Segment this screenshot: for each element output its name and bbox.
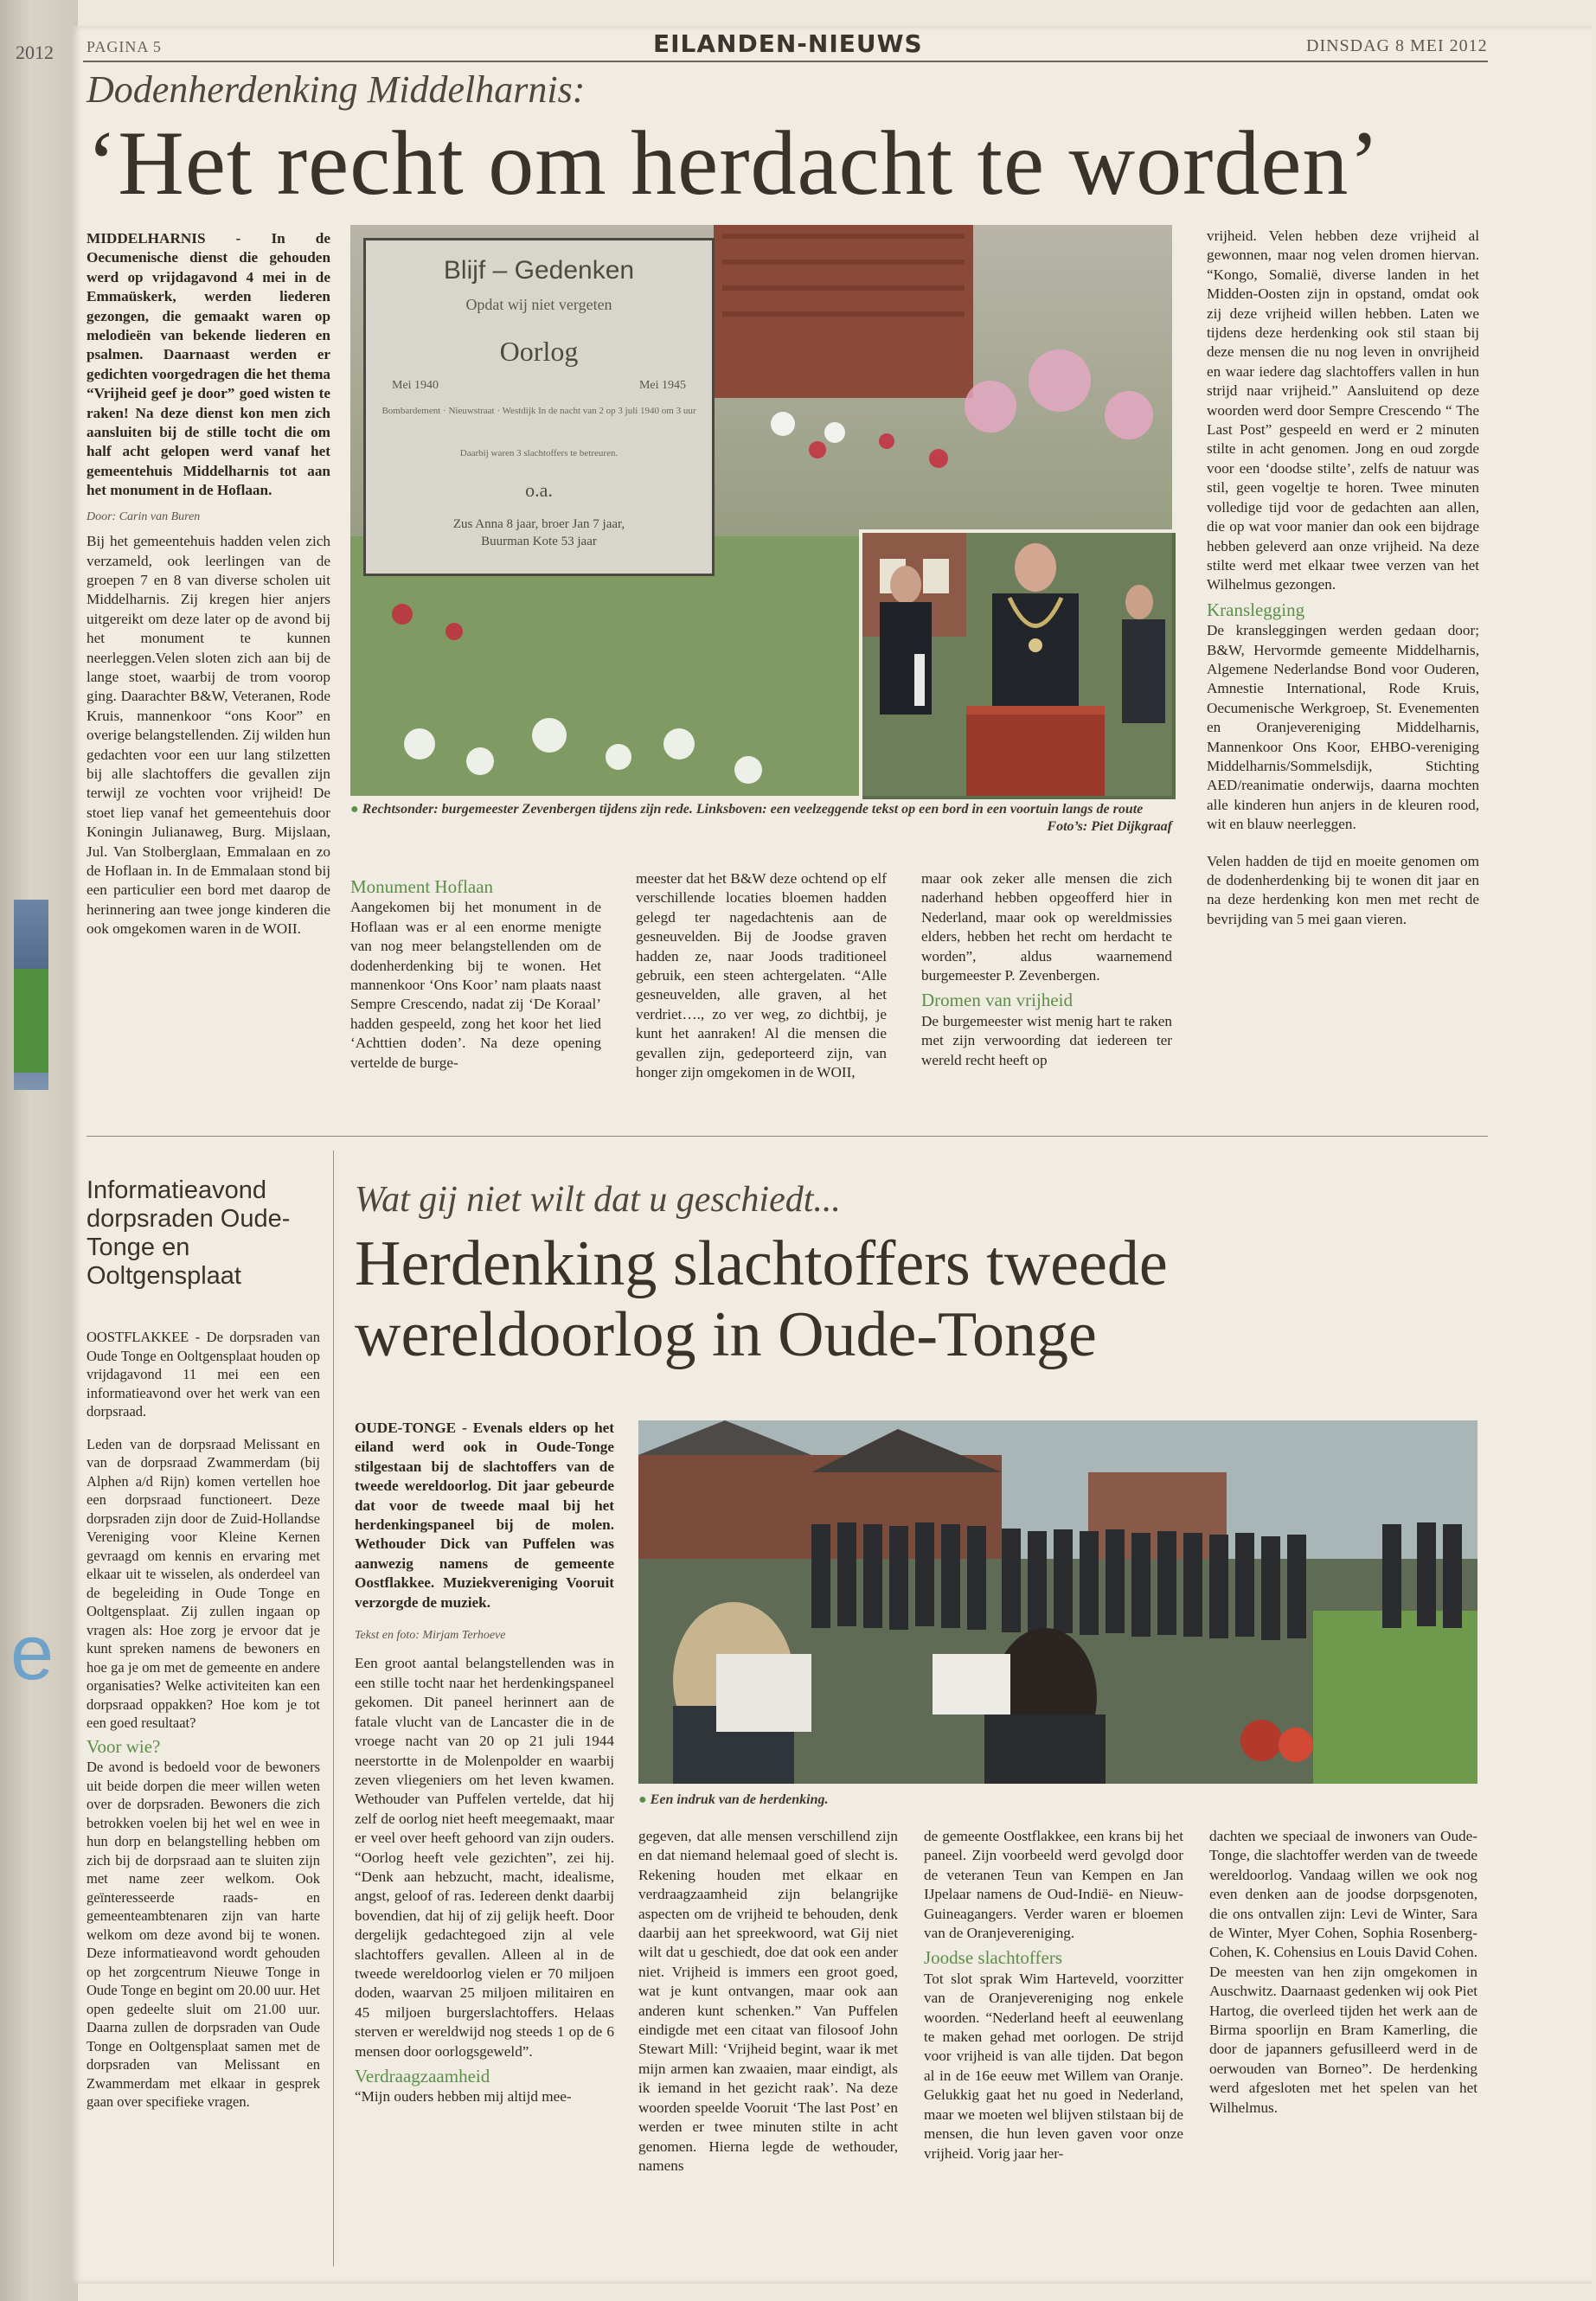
memorial-plaque — [363, 238, 715, 576]
subhead-monument: Monument Hoflaan — [350, 876, 494, 897]
article2-column-4 — [1209, 1827, 1477, 2118]
article1-column-5 — [1207, 227, 1479, 929]
article2-col1-body: Een groot aantal belangstellenden was in een stille tocht naar het herdenkingspaneel gekomen. Dit paneel herinnert aan de fatale vlucht van de Lancaster die in de vroege nacht van 20 op 21 juli 1944 neerstortte in de Molenpolder en waarbij zeven vliegeniers om het leven kwamen. Wethouder van Puffelen vertelde, dat hij zelf de oorlog niet heeft meegemaakt, maar er veel over heeft gehoord van zijn ouders. “Oorlog heeft vele gezichten”, zei hij. “Denk aan hebzucht, macht, idealisme, angst, geloof of ras. Iedereen denkt daarbij bovendien, dat hij of zij gelijk heeft. Door dergelijk gedachtegoed zijn al vele slachtoffers gevallen. Alleen al in de tweede wereldoorlog vielen er 70 miljoen doden, waarvan 25 miljoen militairen en 45 miljoen burgerslachtoffers. Helaas sterven er wereldwijd nog steeds 1 op de 6 mensen door oorlogsgeweld”. — [355, 1655, 614, 2060]
article2-byline: Tekst en foto: Mirjam Terhoeve — [355, 1629, 506, 1643]
article2-col1-body2: “Mijn ouders hebben mij altijd mee- — [355, 2088, 572, 2106]
plaque-line-8a: Zus Anna 8 jaar, broer Jan 7 jaar, — [452, 517, 625, 531]
subhead-verdraagzaamheid: Verdraagzaamheid — [355, 2066, 490, 2086]
article2-kicker: Wat gij niet wilt dat u geschiedt... — [355, 1180, 841, 1220]
scan-edge-letter: e — [10, 1610, 54, 1696]
scan-edge-year: 2012 — [16, 42, 54, 63]
scan-margin — [0, 0, 78, 2301]
plaque-line-8b: Buurman Kote 53 jaar — [481, 535, 597, 548]
subhead-joodse: Joodse slachtoffers — [924, 1947, 1062, 1969]
subhead-dromen: Dromen van vrijheid — [921, 990, 1073, 1011]
article1-col5-body2: De kransleggingen werden gedaan door; B&W, Hervormde gemeente Middelharnis, Algemene Nederlandse Bond voor Ouderen, Amnestie International, Rode Kruis, Oecumenische Werkgroep, St. Evenementen en Oranjevereniging Middelharnis, Mannenkoor Ons Koor, EHBO-vereniging Middelharnis/Sommelsdijk, Stichting AED/reanimatie onderwijs, daarna mochten alle kinderen hun anjers in de kleuren rood, wit en blauw neerleggen. — [1207, 622, 1479, 833]
plaque-date-from: Mei 1940 — [392, 379, 439, 392]
article1-col2-body: Aangekomen bij het monument in de Hoflaan was er al een enorme menigte van nog meer belangstellenden om de dodenherdenking bij te wonen. Het mannenkoor ‘Ons Koor’ nam plaats naast Sempre Crescendo, nadat zij ‘De Koraal’ hadden gespeeld, zong het koor het lied ‘Achttien doden’. Na deze opening vertelde de burge- — [350, 899, 601, 1071]
plaque-line-7: o.a. — [525, 479, 553, 501]
bullet-icon: ● — [638, 1792, 647, 1807]
article1-headline: ‘Het recht om herdacht te worden’ — [87, 112, 1381, 214]
article1-col3-body: meester dat het B&W deze ochtend op elf verschillende locaties bloemen hadden gelegd ter nagedachtenis aan de gesneuvelden. Bij de Joodse graven hadden ze, naar Joods traditioneel gebruik, een steen achtergelaten. “Alle gesneuvelden, alle graven, al het verdriet…., zo ver weg, zo dichtbij, je kunt het aanraken! Al die mensen die gevallen zijn, gedeporteerd zijn, van honger zijn omgekomen in de WOII, — [636, 870, 887, 1081]
article2-col2-body: gegeven, dat alle mensen verschillend zijn en dat niemand helemaal goed of slecht is. Rekening houden met elkaar en verdraagzaamheid zijn belangrijke aspecten om de vrijheid te behouden, denk daarbij aan het spreekwoord, wat Gij niet wilt dat u geschiedt, doe dat ook een ander niet. Vrijheid is immers een groot goed, wat je kunt ontvangen, maar ook aan anderen kunt schenken.” Van Puffelen eindigde met een citaat van filosoof John Stewart Mill: ‘Vrijheid begint, waar ik met mijn armen kan zwaaien, maar eindigt, als ik iemand in het gezicht raak’. Na deze woorden speelde Vooruit ‘The last Post’ en werden er twee minuten stilte in acht genomen. Hierna legde de wethouder, namens — [638, 1828, 898, 2174]
plaque-line-5: Bombardement · Nieuwstraat · Westdijk In de nacht van 2 op 3 juli 1940 om 3 uur — [381, 406, 696, 416]
plaque-line-1: Blijf – Gedenken — [443, 256, 635, 285]
plaque-line-2: Opdat wij niet vergeten — [465, 296, 612, 313]
article2-column-3 — [924, 1827, 1183, 2163]
article2-lead: OUDE-TONGE - Evenals elders op het eiland werd ook in Oude-Tonge stilgestaan bij de slachtoffers van de tweede wereldoorlog. Dit jaar gebeurde dat voor de tweede maal bij het herdenkingspaneel bij de molen. Wethouder Dick van Puffelen was aanwezig namens de gemeente Oostflakkee. Muziekvereniging Vooruit verzorgde de muziek. — [355, 1420, 614, 1611]
page-label: PAGINA 5 — [87, 38, 162, 55]
scan-edge-photo-green — [14, 969, 48, 1073]
article1-col5-body: vrijheid. Velen hebben deze vrijheid al gewonnen, maar nog velen dromen hiervan. “Kongo, Somalië, diverse landen in het Midden-Oosten zijn in opstand, omdat ook zij deze vrijheid willen hebben. Laten we tijdens deze herdenking ook stil staan bij deze mensen die nu nog leven in onvrijheid en waar iedere dag slachtoffers vallen in hun strijd naar vrijheid.” Aansluitend op deze woorden werd door Sempre Crescendo “ The Last Post” gespeeld en werd er 2 minuten stilte in acht genomen. Jong en oud zorgde voor een ‘doodse stilte’, zelfs de natuur was stil, geen vogeltje te horen. Twee minuten volledige tijd voor de gedachten aan allen, die op wat voor manier dan ook een bijdrage hebben geleverd aan onze vrijheid. Na deze stilte werd met elkaar twee verzen van het Wilhelmus gezongen. — [1207, 228, 1479, 593]
section-separator — [87, 1136, 1488, 1137]
paper-name: EILANDEN-NIEUWS — [653, 29, 923, 58]
subhead-kranslegging: Kranslegging — [1207, 599, 1305, 620]
plaque-line-3: Oorlog — [499, 336, 579, 367]
mayor-speech-scene — [862, 533, 1172, 796]
sidebar-divider — [333, 1150, 334, 2266]
article1-col4-body: maar ook zeker alle mensen die zich naderhand hebben opgeofferd hier in Nederland, maar ook op wereldmissies elders, hebben het recht om herdacht te worden”, aldus waarnemend burgemeester P. Zevenbergen. — [921, 870, 1172, 984]
issue-date: DINSDAG 8 MEI 2012 — [1306, 36, 1488, 55]
article1-column-3 — [636, 869, 887, 1082]
article2-caption-text: Een indruk van de herdenking. — [650, 1792, 829, 1807]
article2-column-1 — [355, 1419, 614, 2107]
article2-caption — [638, 1792, 1157, 1808]
plaque-line-6: Daarbij waren 3 slachtoffers te betreuren. — [459, 448, 619, 458]
article1-lead: MIDDELHARNIS - In de Oecumenische dienst die gehouden werd op vrijdagavond 4 mei in de Emmaüskerk, werden liederen gezongen, die gemaakt waren op melodieën van bekende liederen en psalmen. Daarnaast werden er gedichten voorgedragen die het thema “Vrijheid geef je door” goed wisten te raken! Na deze dienst kon men zich aansluiten bij de stille tocht die om half acht gelopen werd vanaf het gemeentehuis Middelharnis tot aan het monument in de Hoflaan. — [87, 230, 330, 499]
plaque-date-to: Mei 1945 — [638, 379, 686, 392]
article1-byline: Door: Carin van Buren — [87, 510, 201, 523]
article1-column-1 — [87, 229, 330, 939]
article1-col1-body: Bij het gemeentehuis hadden velen zich verzameld, ook leerlingen van de groepen 7 en 8 van diverse scholen uit Middelharnis. Zij kregen hier anjers uitgereikt om deze later op de avond bij het monument te kunnen neerleggen.Velen sloten zich aan bij de lange stoet, waarbij de trom voorop ging. Daarachter B&W, Veteranen, Rode Kruis, mannenkoor “ons Koor” en overige belangstellenden. Zij wilden hun gedachten voor een uur lang stilzetten bij alle slachtoffers die gevallen zijn terwijl ze vochten voor vrijheid! De stoet liep vanaf het gemeentehuis door Koningin Julianaweg, Burg. Mijslaan, Jul. Van Stolberglaan, Emmalaan en zo de Hoflaan in. In de Emmalaan stond bij een particulier een bord met daarop de herinnering aan twee jonge kinderen die ook omgekomen waren in de WOII. — [87, 533, 330, 938]
sidebar-body-2: De avond is bedoeld voor de bewoners uit beide dorpen die meer willen weten over de dorpsraden. Bewoners die zich betrokken voelen bij het wel en wee in hun dorp en belangstelling hebben om zich bij de dorpsraad aan te sluiten zijn met name zeer welkom. Ook geïnteresseerde raads- en gemeenteambtenaren zijn van harte welkom om deze avond bij te wonen. Deze informatieavond wordt gehouden op het zorgcentrum Nieuwe Tonge in Oude Tonge en begint om 20.00 uur. Het open gedeelte sluit om 21.00 uur. Daarna zullen de dorpsraden van Oude Tonge en Ooltgensplaat samen met de dorpsraden van Melissant en Zwammerdam met elkaar in gesprek gaan over specifieke vragen. — [87, 1759, 320, 2110]
masthead-rule — [83, 61, 1488, 62]
article2-col3-body: de gemeente Oostflakkee, een krans bij het paneel. Zijn voorbeeld werd gevolgd door de veteranen Teun van Kempen en Jan IJpelaar namens de Oud-Indië- en Nieuw- Guineagangers. Verder waren er bloemen van de Oranjevereniging. — [924, 1828, 1183, 1942]
article1-column-2 — [350, 872, 601, 1073]
ceremony-crowd-scene — [638, 1420, 1477, 1784]
article2-photo — [638, 1420, 1477, 1784]
article2-col3-body2: Tot slot sprak Wim Harteveld, voorzitter van de Oranjevereniging nog enkele woorden. “Nederland heeft al eeuwenlang te maken gehad met oorlogen. De strijd voor vrijheid is van alle tijden. Dat begon al in de 16e eeuw met Willem van Oranje. Gelukkig gaat het nu goed in Nederland, maar we moeten wel blijven stilstaan bij de mensen, die hun leven gaven voor onze vrijheid. Vorig jaar her- — [924, 1970, 1183, 2162]
article1-col5-body3: Velen hadden de tijd en moeite genomen om de dodenherdenking bij te wonen dit jaar en na deze herdenking kon men met recht de bevrijding van 5 mei gaan vieren. — [1207, 852, 1479, 927]
article1-caption-text: Rechtsonder: burgemeester Zevenbergen tijdens zijn rede. Linksboven: een veelzeggende tekst op een bord in een voortuin langs de route — [362, 802, 1144, 817]
article1-column-4 — [921, 869, 1172, 1070]
article1-kicker: Dodenherdenking Middelharnis: — [87, 68, 586, 111]
plaque-dates — [392, 379, 686, 393]
article1-caption — [350, 801, 1172, 836]
article1-col4-body2: De burgemeester wist menig hart te raken met zijn verwoording dat iedereen ter wereld recht heeft op — [921, 1012, 1172, 1068]
sidebar-body-1: Leden van de dorpsraad Melissant en van de dorpsraad Zwammerdam (bij Alphen a/d Rijn) komen vertellen hoe een dorpsraad functioneert. Deze dorpsraden zijn door de Zuid-Hollandse Vereniging voor Kleine Kernen gevraagd om kennis en ervaring met elkaar uit te wisselen, als onderdeel van de begeleiding in Oude Tonge en Ooltgensplaat. Zij zullen ingaan op vragen als: Hoe zorg je ervoor dat je kunt spreken namens de bewoners en hoe ga je om met de gemeente en andere organisaties? Welke activiteiten kan een dorpsraad oppakken? Hoe kom je tot een goed resultaat? — [87, 1435, 320, 1731]
article1-photo-credit: Foto’s: Piet Dijkgraaf — [1047, 819, 1172, 834]
sidebar-subhead: Voor wie? — [87, 1735, 161, 1757]
sidebar-lead: OOSTFLAKKEE - De dorpsraden van Oude Tonge en Ooltgensplaat houden op vrijdagavond 11 mei een een informatieavond over het werk van een dorpsraad. — [87, 1329, 320, 1420]
bullet-icon: ● — [350, 802, 359, 817]
article2-col4-body: dachten we speciaal de inwoners van Oude-Tonge, die slachtoffer werden van de tweede wereldoorlog. Vandaag willen we ook nog even denken aan de joodse dorpsgenoten, die ons ontvallen zijn: Levi de Winter, Sara de Winter, Myer Cohen, Sophia Rosenberg-Cohen, K. Cohensius en Louis David Cohen. De meesten van hen zijn omgekomen in Auschwitz. Daarnaast gedenken wij ook Piet Hartog, die overleed tijden het werk aan de Birma spoorlijn en Bram Kamerling, die door de japanners gefusilleerd werd in de oerwouden van Borneo”. De herdenking werd afgesloten met het spelen van het Wilhelmus. — [1209, 1828, 1477, 2116]
sidebar-body — [87, 1328, 320, 2112]
mayor-speech-photo — [859, 529, 1176, 799]
article2-column-2 — [638, 1827, 898, 2176]
sidebar-title: Informatieavond dorpsraden Oude-Tonge en Ooltgensplaat — [87, 1176, 291, 1290]
plaque-names — [366, 516, 712, 550]
article2-headline: Herdenking slachtoffers tweede wereldoorlog in Oude-Tonge — [355, 1228, 1168, 1370]
